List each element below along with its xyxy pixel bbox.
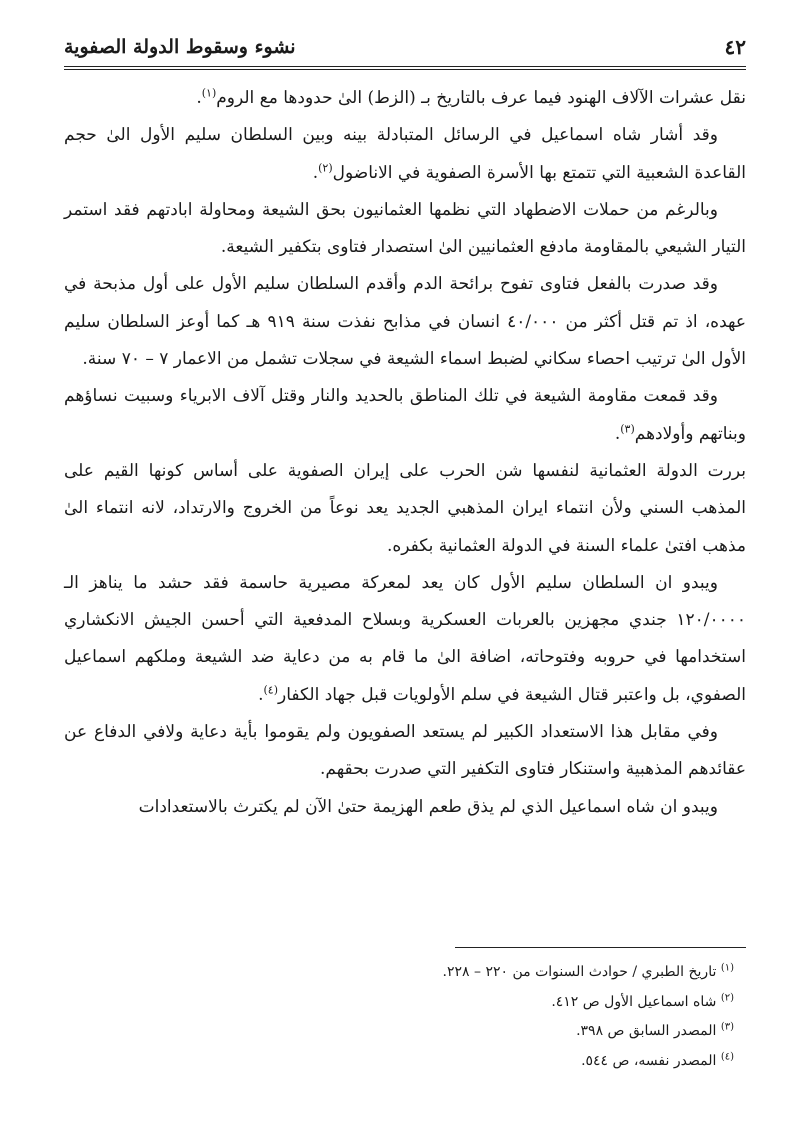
page-number: ٤٢ bbox=[724, 35, 746, 59]
paragraph: وقد قمعت مقاومة الشيعة في تلك المناطق بالحديد والنار وقتل آلاف الابرياء وسبيت نساؤهم وبناتهم وأولادهم$^{(٣)}$. bbox=[64, 386, 746, 444]
footnote-ref[interactable]: (٣) bbox=[620, 422, 635, 436]
paragraph: نقل عشرات الآلاف الهنود فيما عرف بالتاريخ بـ (الزط) الىٰ حدودها مع الروم$^{(١)}$. bbox=[196, 86, 746, 108]
footnote-ref[interactable]: (٢) bbox=[318, 160, 333, 174]
paragraph: وقد أشار شاه اسماعيل في الرسائل المتبادلة بينه وبين السلطان سليم الأول الىٰ حجم القاعدة الشعبية التي تتمتع بها الأسرة الصفوية في الاناضول$^{(٢)}$. bbox=[64, 125, 746, 183]
footnote: $^{(٣)}$ المصدر السابق ص ٣٩٨. bbox=[576, 1021, 734, 1039]
paragraph: وبالرغم من حملات الاضطهاد التي نظمها العثمانيون بحق الشيعة ومحاولة ابادتهم فقد استمر التيار الشيعي بالمقاومة مادفع العثمانيين الىٰ استصدار فتاوى بتكفير الشيعة. bbox=[64, 199, 746, 258]
paragraph: ويبدو ان شاه اسماعيل الذي لم يذق طعم الهزيمة حتىٰ الآن لم يكترث بالاستعدادات bbox=[138, 796, 718, 817]
body-text bbox=[64, 80, 746, 826]
paragraph: وفي مقابل هذا الاستعداد الكبير لم يستعد الصفويون ولم يقوموا بأية دعاية ولافي الدفاع عن عقائدهم المذهبية واستنكار فتاوى التكفير التي صدرت بحقهم. bbox=[64, 722, 746, 780]
running-title: نشوء وسقوط الدولة الصفوية bbox=[64, 36, 296, 58]
paragraph: وقد صدرت بالفعل فتاوى تفوح برائحة الدم وأقدم السلطان سليم الأول على أول مذبحة في عهده، اذ تم قتل أكثر من ٤٠/٠٠٠ انسان في مذابح نفذت سنة ٩١٩ هـ كما أوعز السلطان سليم الأول الىٰ ترتيب احصاء سكاني لضبط اسماء الشيعة في سجلات تشمل من الاعمار ٧ – ٧٠ سنة. bbox=[64, 274, 746, 370]
paragraph: ويبدو ان السلطان سليم الأول كان يعد لمعركة مصيرية حاسمة فقد حشد ما يناهز الـ ١٢٠/٠٠٠٠ جندي مجهزين بالعربات العسكرية وبسلاح المدفعية التي أحسن الجيش الانكشاري استخدامها في حروبه وفتوحاته، اضافة الىٰ ما قام به من دعاية ضد الشيعة وملكهم اسماعيل الصفوي، بل واعتبر قتال الشيعة في سلم الأولويات قبل جهاد الكفار$^{(٤)}$. bbox=[64, 572, 746, 705]
footnote-ref[interactable]: (١) bbox=[201, 86, 217, 100]
header-rule bbox=[64, 66, 746, 70]
page-header bbox=[64, 30, 746, 64]
footnotes bbox=[64, 958, 744, 1076]
footnote: $^{(١)}$ تاريخ الطبري / حوادث السنوات من ٢٢٠ – ٢٢٨. bbox=[442, 962, 734, 980]
footnote: $^{(٤)}$ المصدر نفسه، ص ٥٤٤. bbox=[581, 1050, 734, 1069]
paragraph: بررت الدولة العثمانية لنفسها شن الحرب على إيران الصفوية على أساس كونها القيم على المذهب السني ولأن انتماء ايران المذهبي الجديد يعد نوعاً من الخروج والارتداد، لانه انتماء الىٰ مذهب افتىٰ علماء السنة في الدولة العثمانية بكفره. bbox=[64, 460, 746, 556]
footnote-separator bbox=[455, 947, 746, 948]
footnote: $^{(٢)}$ شاه اسماعيل الأول ص ٤١٢. bbox=[551, 991, 734, 1010]
footnote-ref[interactable]: (٤) bbox=[263, 683, 279, 697]
